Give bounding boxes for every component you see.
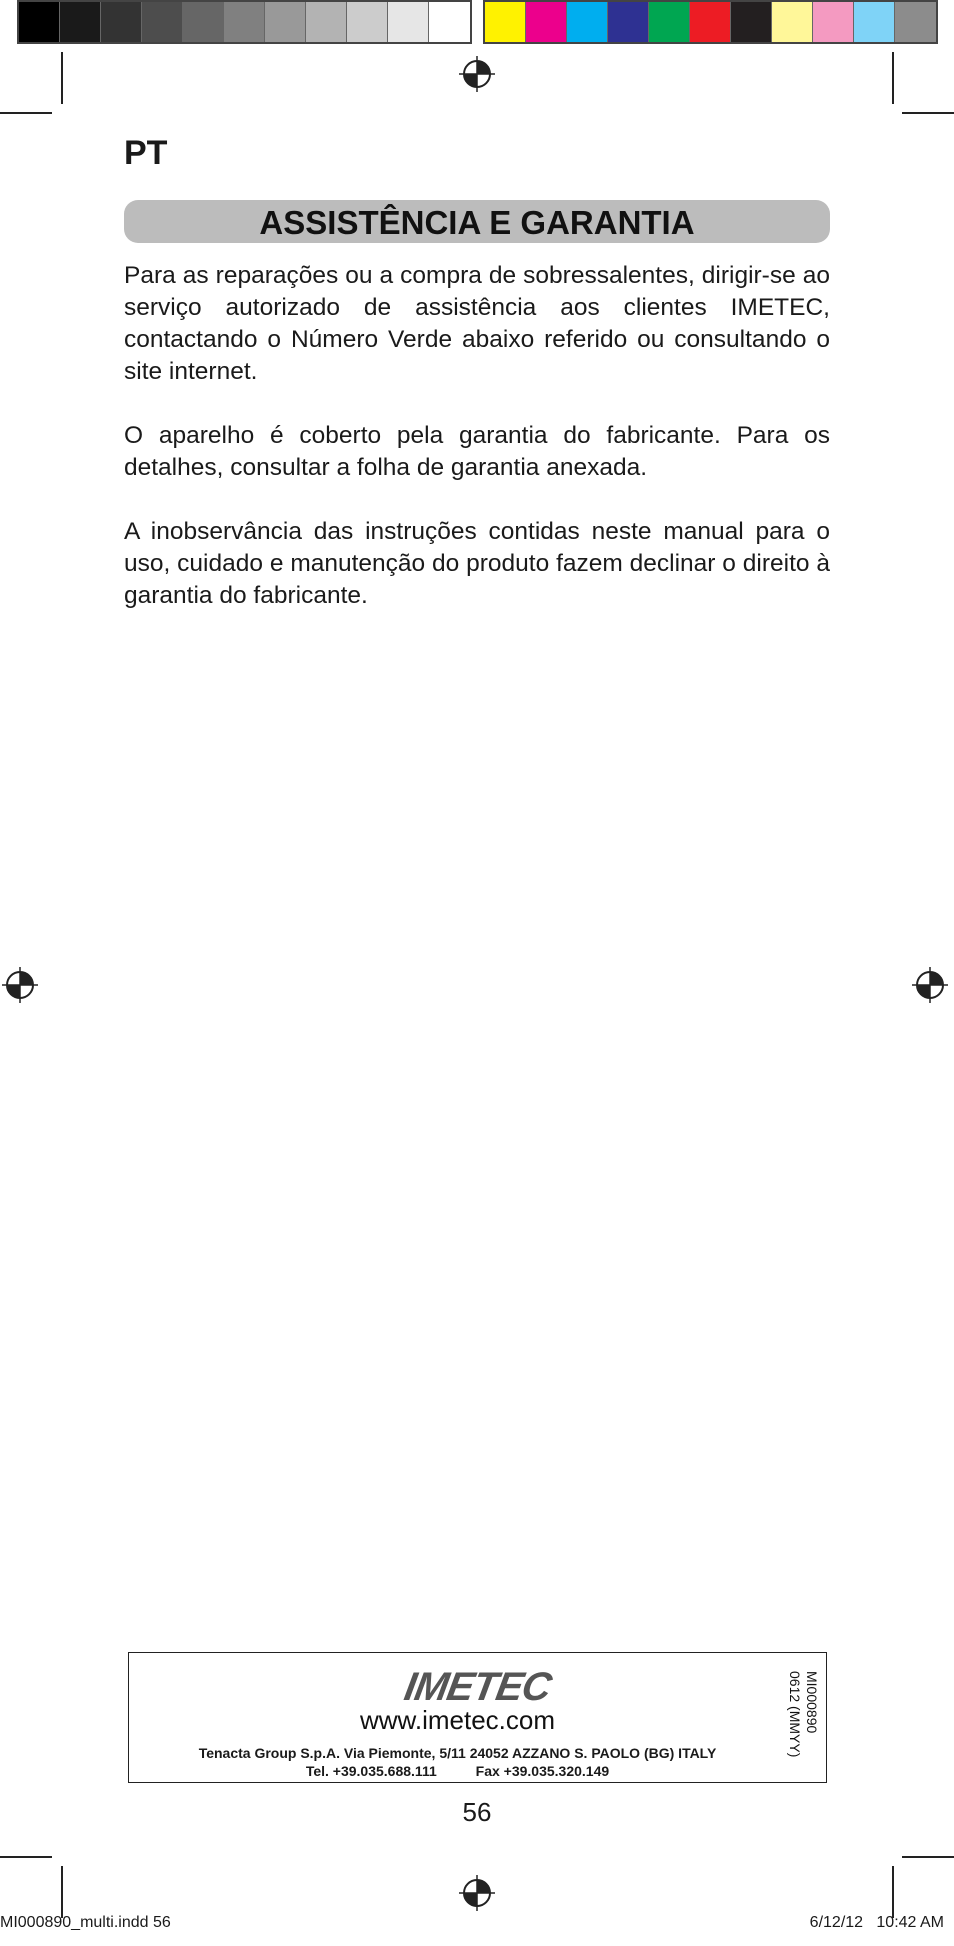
crop-mark-top-right-vertical (892, 52, 894, 104)
color-swatch-9 (813, 2, 854, 42)
color-swatch-8 (772, 2, 813, 42)
page-number: 56 (462, 1797, 492, 1827)
manufacturer-info-box (128, 1652, 827, 1783)
phone-fax: Tel. +39.035.688.111 Fax +39.035.320.149 (305, 1763, 610, 1779)
gray-swatch-11 (429, 2, 470, 42)
color-swatch-5 (649, 2, 690, 42)
gray-swatch-10 (388, 2, 429, 42)
document-code (786, 1671, 820, 1757)
body-text (124, 260, 830, 644)
crop-mark-bottom-left-horizontal (0, 1856, 52, 1858)
registration-mark-icon-right (912, 967, 948, 1003)
color-swatch-7 (731, 2, 772, 42)
gray-swatch-7 (265, 2, 306, 42)
color-swatch-10 (854, 2, 895, 42)
color-swatch-2 (526, 2, 567, 42)
crop-mark-top-left-vertical (61, 52, 63, 104)
paragraph-exclusion: A inobservância das instruções contidas neste manual para o uso, cuidado e manutenção do produto fazem declinar o direito à garantia do fabricante. (124, 518, 830, 609)
gray-swatch-5 (183, 2, 224, 42)
gray-swatch-9 (347, 2, 388, 42)
section-title: ASSISTÊNCIA E GARANTIA (124, 200, 830, 243)
process-color-bar (483, 0, 938, 44)
crop-mark-bottom-right-horizontal (902, 1856, 954, 1858)
color-swatch-1 (485, 2, 526, 42)
brand-logo: IMETEC (401, 1665, 555, 1709)
company-address: Tenacta Group S.p.A. Via Piemonte, 5/11 24052 AZZANO S. PAOLO (BG) ITALY (198, 1745, 717, 1761)
gray-swatch-3 (101, 2, 142, 42)
crop-mark-top-right-horizontal (902, 112, 954, 114)
registration-mark-icon-top (459, 56, 495, 92)
gray-swatch-4 (142, 2, 183, 42)
paragraph-warranty: O aparelho é coberto pela garantia do fabricante. Para os detalhes, consultar a folha de garantia anexada. (124, 422, 830, 481)
slug-filename: MI000890_multi.indd 56 (0, 1914, 171, 1931)
crop-mark-top-left-horizontal (0, 112, 52, 114)
gray-swatch-1 (19, 2, 60, 42)
crop-mark-bottom-right-vertical (892, 1866, 894, 1918)
gray-color-bar (17, 0, 472, 44)
gray-swatch-2 (60, 2, 101, 42)
language-tag: PT (124, 134, 168, 172)
slug-timestamp: 6/12/12 10:42 AM (809, 1914, 944, 1931)
registration-mark-icon-bottom (459, 1875, 495, 1911)
color-swatch-4 (608, 2, 649, 42)
gray-swatch-8 (306, 2, 347, 42)
color-swatch-3 (567, 2, 608, 42)
website-link: www.imetec.com (359, 1705, 556, 1735)
color-swatch-11 (895, 2, 936, 42)
date-code: 0612 (MMYY) (787, 1671, 803, 1758)
registration-mark-icon-left (2, 967, 38, 1003)
color-swatch-6 (690, 2, 731, 42)
gray-swatch-6 (224, 2, 265, 42)
crop-mark-bottom-left-vertical (61, 1866, 63, 1918)
doc-code: MI000890 (804, 1671, 820, 1734)
paragraph-service: Para as reparações ou a compra de sobressalentes, dirigir-se ao serviço autorizado de assistência aos clientes IMETEC, contactando o Número Verde abaixo referido ou consultando o site internet. (124, 262, 830, 385)
